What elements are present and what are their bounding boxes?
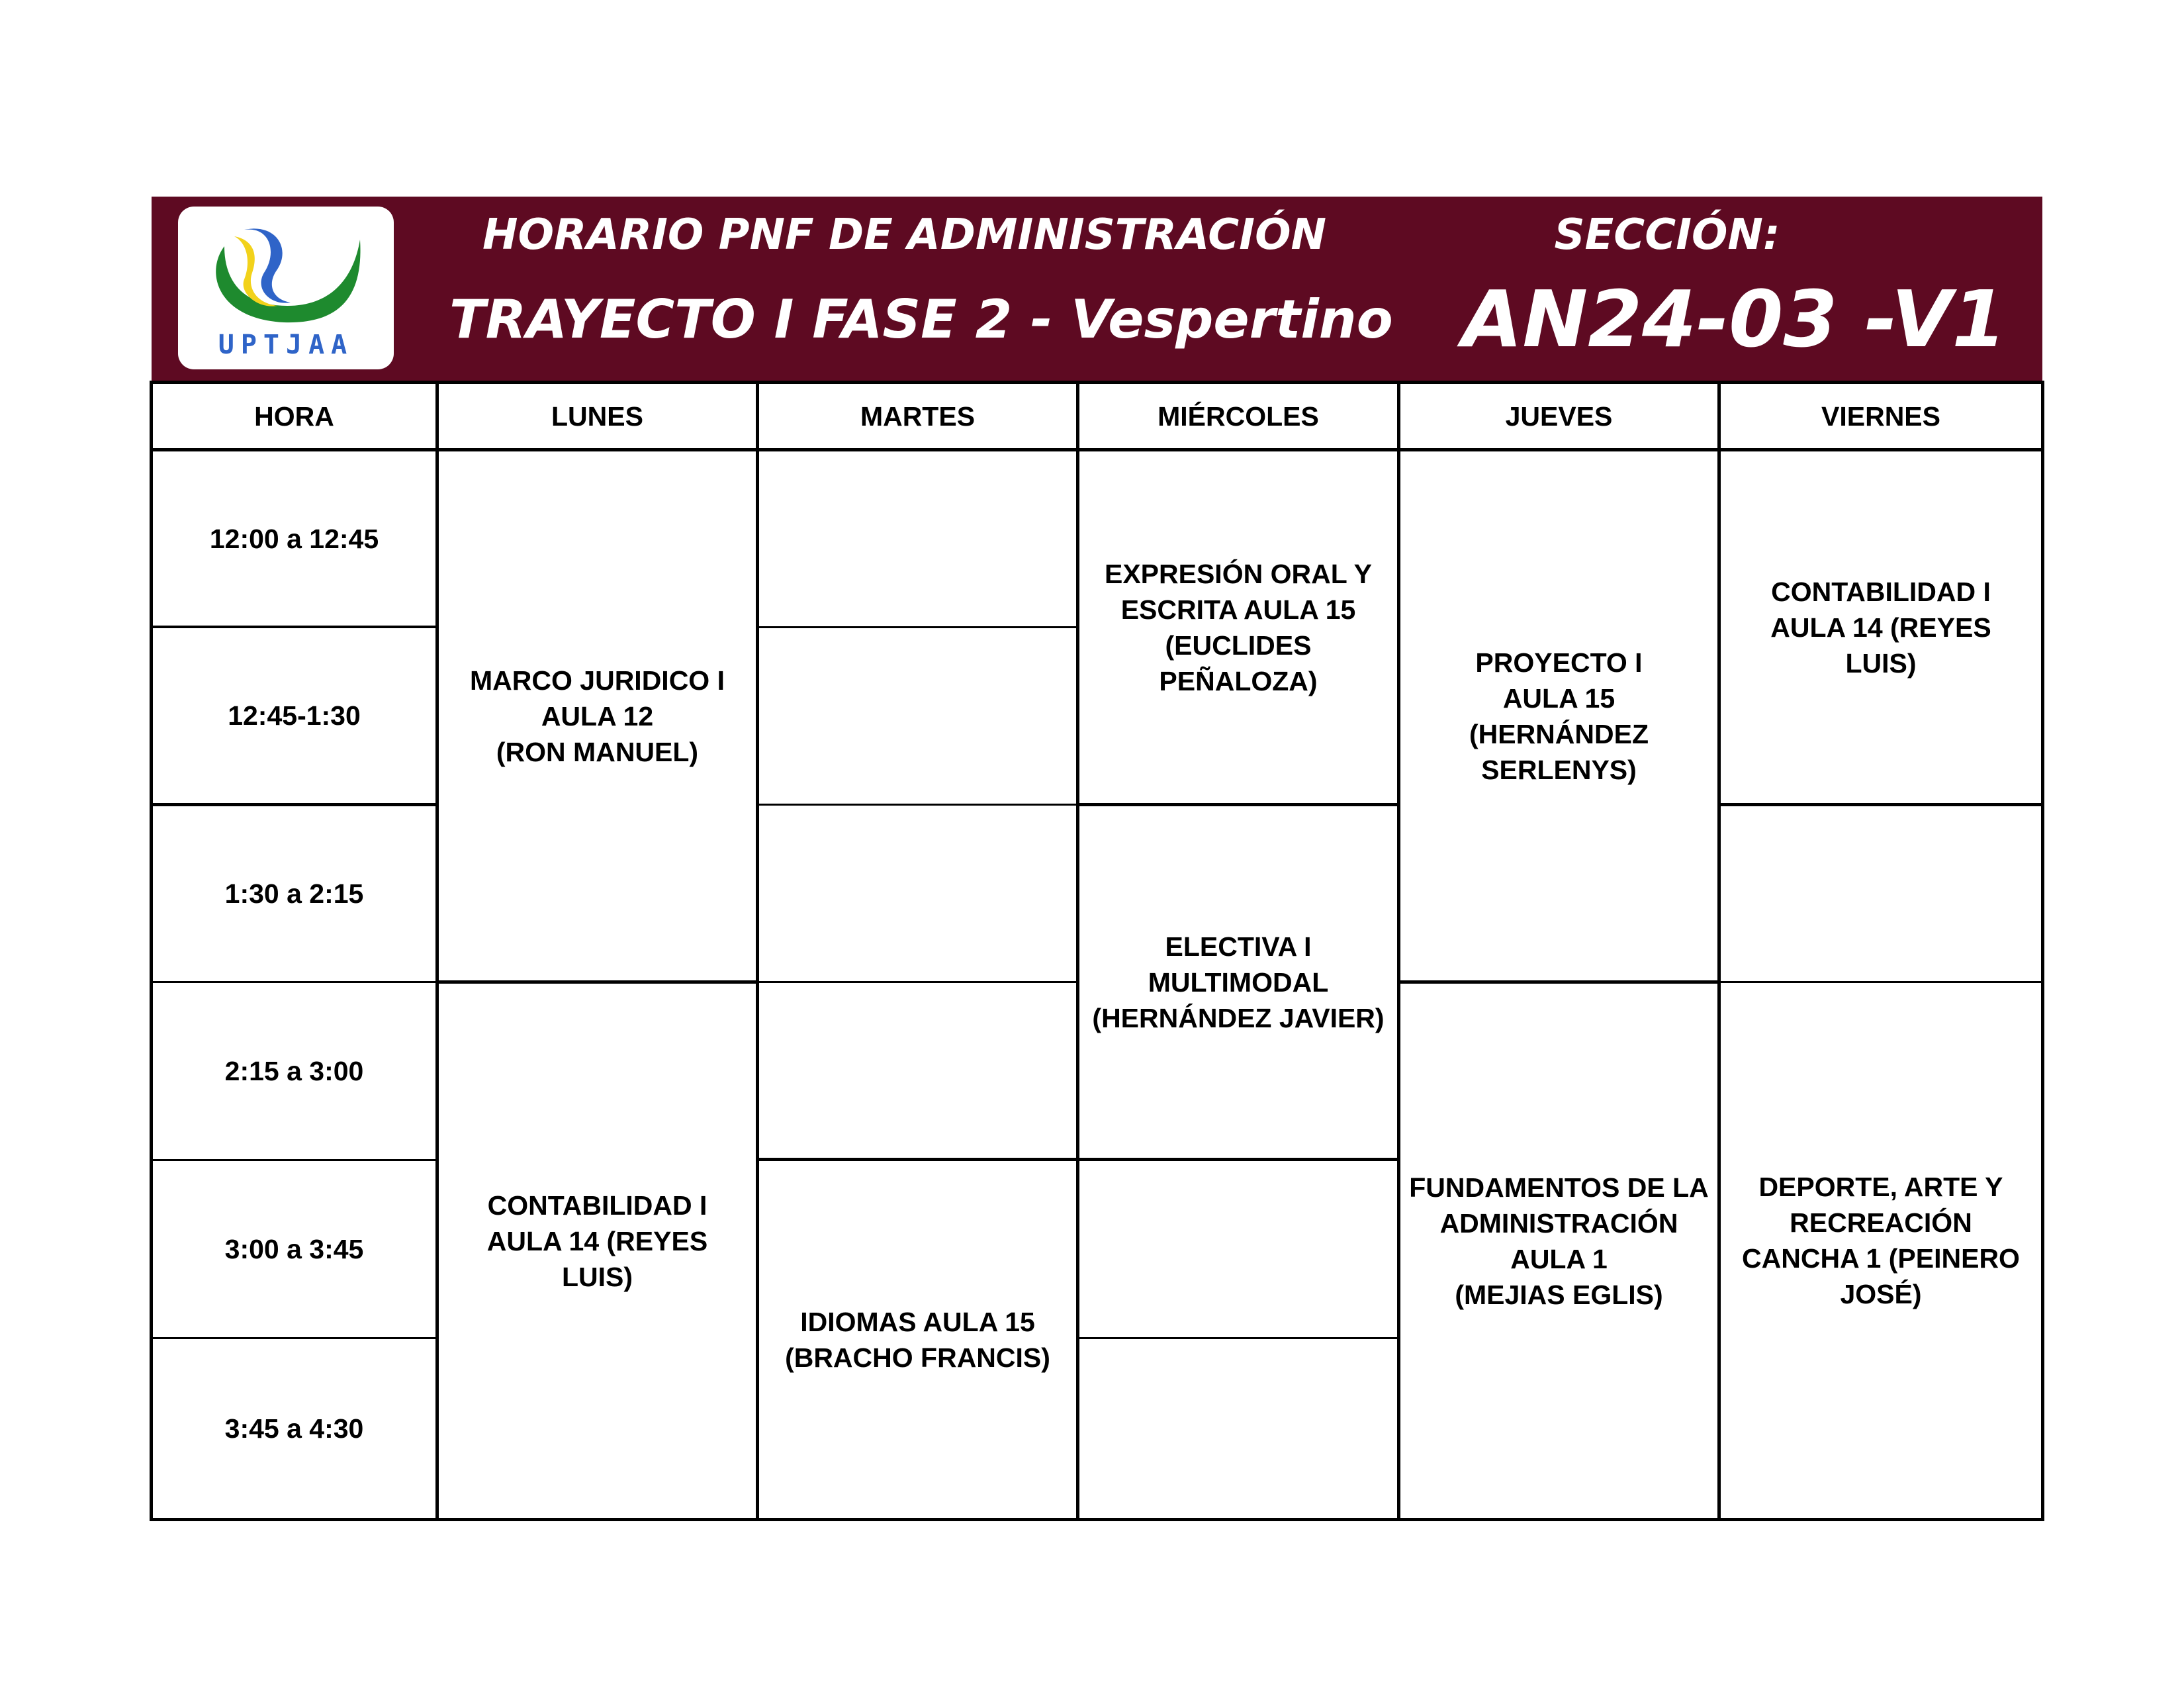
- row-divider: [1717, 803, 2044, 806]
- col-header-hora: HORA: [254, 400, 334, 432]
- class-lunes-contabilidad: CONTABILIDAD I AULA 14 (REYES LUIS): [486, 1190, 708, 1292]
- row-divider: [1076, 1337, 1400, 1339]
- class-viernes-contabilidad: CONTABILIDAD I AULA 14 (REYES LUIS): [1770, 576, 1991, 679]
- time-slot: 12:00 a 12:45: [209, 523, 379, 554]
- row-divider: [756, 626, 1079, 628]
- class-miercoles-expresion: EXPRESIÓN ORAL Y ESCRITA AULA 15 (EUCLIDES PEÑALOZA): [1104, 558, 1373, 696]
- university-logo: [178, 207, 394, 369]
- class-lunes-marco-juridico: MARCO JURIDICO I AULA 12 (RON MANUEL): [470, 665, 725, 767]
- border-right: [2041, 381, 2044, 1521]
- schedule-subtitle: TRAYECTO I FASE 2 - Vespertino: [449, 289, 1393, 350]
- col-header-jueves: JUEVES: [1505, 400, 1613, 432]
- class-jueves-fundamentos: FUNDAMENTOS DE LA ADMINISTRACIÓN AULA 1 (MEJIAS EGLIS): [1409, 1172, 1709, 1310]
- schedule-header: [152, 197, 2042, 381]
- col-header-viernes: VIERNES: [1821, 400, 1940, 432]
- col-header-miercoles: MIÉRCOLES: [1158, 400, 1319, 432]
- class-viernes-deporte: DEPORTE, ARTE Y RECREACIÓN CANCHA 1 (PEINERO JOSÉ): [1742, 1172, 2020, 1309]
- col-header-martes: MARTES: [860, 400, 976, 432]
- time-slot: 2:15 a 3:00: [224, 1056, 364, 1086]
- logo-text: UPTJAA: [218, 330, 354, 360]
- class-jueves-proyecto: PROYECTO I AULA 15 (HERNÁNDEZ SERLENYS): [1469, 647, 1649, 785]
- class-miercoles-electiva: ELECTIVA I MULTIMODAL (HERNÁNDEZ JAVIER): [1092, 931, 1385, 1033]
- schedule-table: [150, 381, 2044, 1521]
- time-slot: 3:45 a 4:30: [224, 1413, 364, 1444]
- border-bottom: [150, 1518, 2044, 1521]
- schedule-title: HORARIO PNF DE ADMINISTRACIÓN: [482, 211, 1327, 259]
- row-divider: [756, 804, 1079, 806]
- row-divider: [1076, 1158, 1400, 1161]
- section-code: AN24-03 -V1: [1462, 273, 2007, 365]
- class-martes-idiomas: IDIOMAS AULA 15 (BRACHO FRANCIS): [785, 1306, 1050, 1373]
- time-slot: 12:45-1:30: [228, 700, 361, 731]
- time-slot: 1:30 a 2:15: [224, 878, 364, 909]
- col-header-lunes: LUNES: [551, 400, 643, 432]
- section-label: SECCIÓN:: [1554, 211, 1780, 259]
- time-slot: 3:00 a 3:45: [224, 1234, 364, 1264]
- row-divider: [756, 981, 1079, 983]
